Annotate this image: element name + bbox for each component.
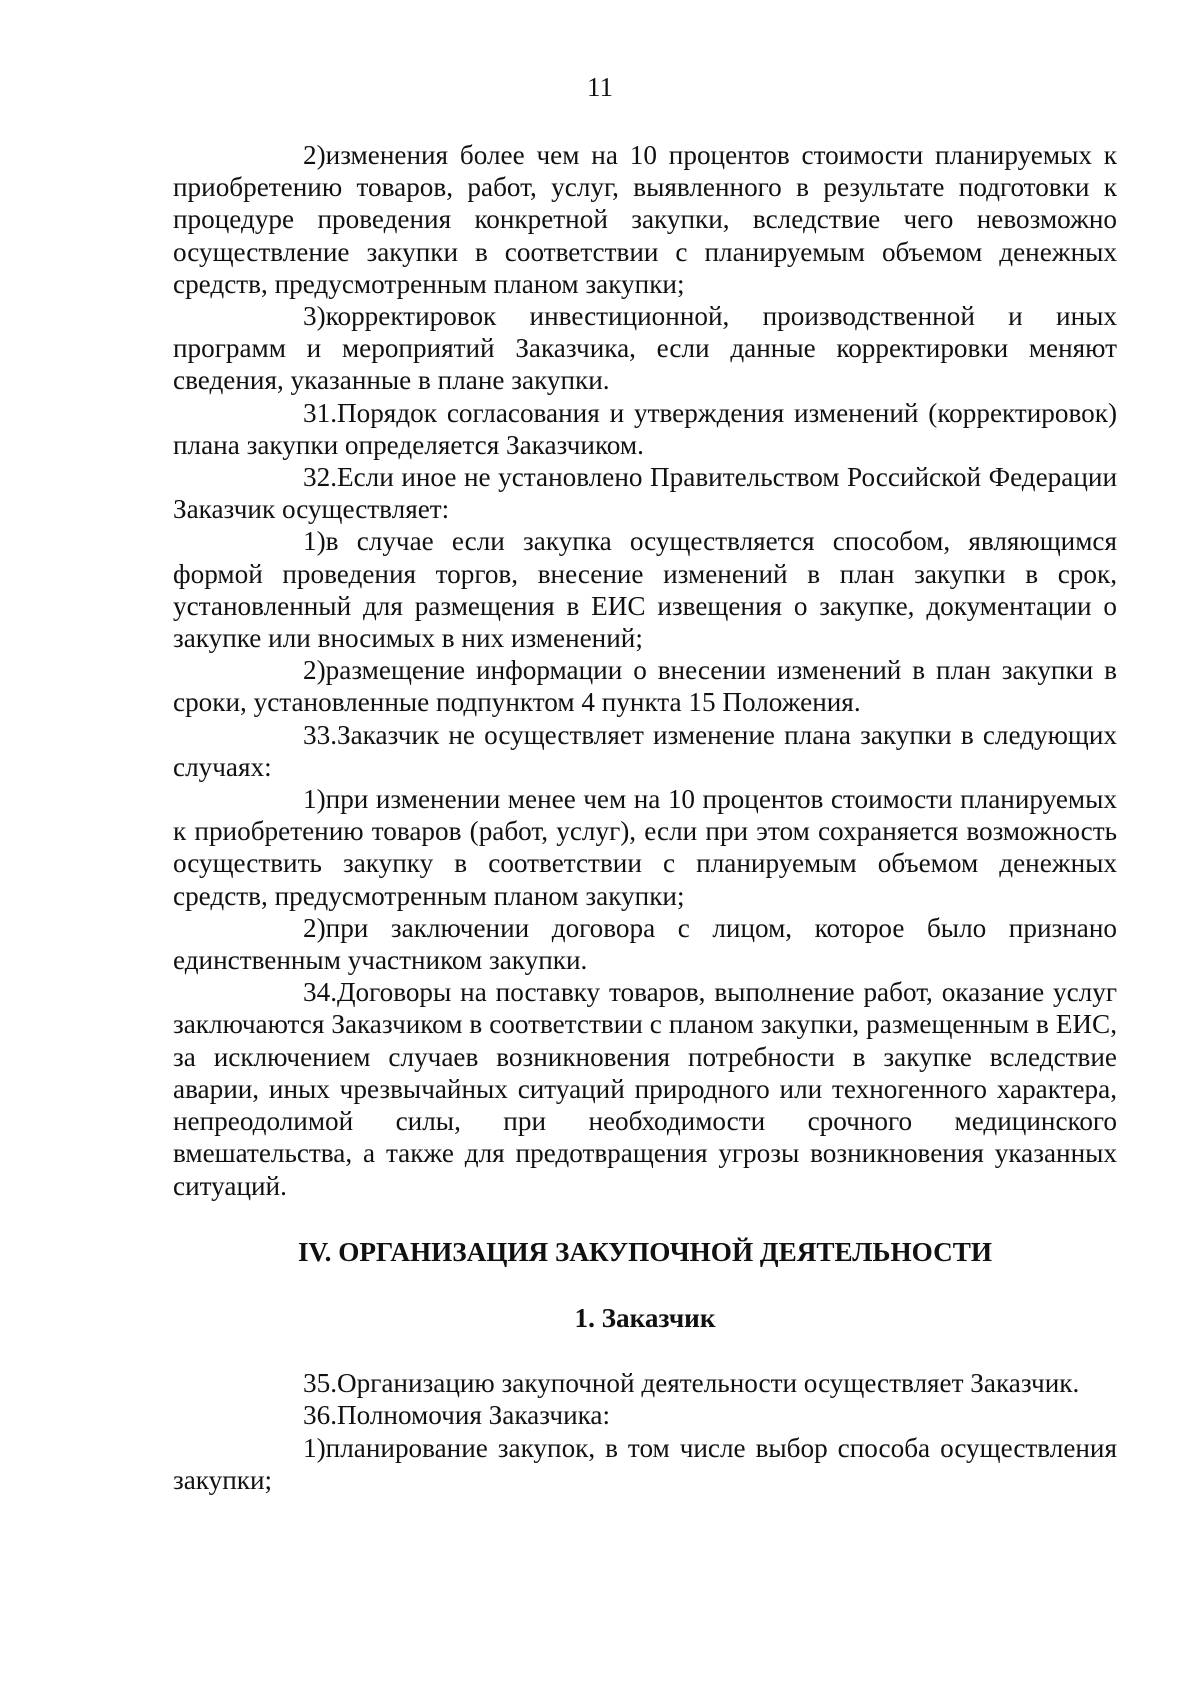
section-heading: IV. ОРГАНИЗАЦИЯ ЗАКУПОЧНОЙ ДЕЯТЕЛЬНОСТИ [297,1236,993,1267]
clause-text: Полномочия Заказчика: [336,1400,611,1431]
clause-number: 35. [303,1368,337,1399]
clause-text: Заказчик не осуществляет изменение плана закупки в следующих случаях: [173,719,1117,782]
clause-paragraph [173,300,1117,397]
clause-paragraph [173,1367,1117,1399]
clause-paragraph [173,139,1117,300]
clause-text: планирование закупок, в том числе выбор способа осуществления закупки; [173,1432,1117,1495]
subsection-heading: 1. Заказчик [574,1302,716,1333]
clause-paragraph [173,976,1117,1201]
clause-text: изменения более чем на 10 процентов стоимости планируемых к приобретению товаров, работ, услуг, выявленного в результате подготовки к процедуре проведения конкретной закупки, вследствие чего невозможно осуществление закупки в соответствии с планируемым объемом денежных средств, предусмотренным планом закупки; [173,140,1117,299]
clause-text: Если иное не установлено Правительством Российской Федерации Заказчик осуществляет: [173,462,1117,525]
clause-number: 1) [303,1432,326,1463]
clause-number: 32. [303,462,337,493]
clauses-top [173,139,1117,1202]
clause-paragraph [173,783,1117,912]
clause-paragraph [173,397,1117,461]
clause-number: 33. [303,719,337,750]
clause-text: размещение информации о внесении изменений в план закупки в сроки, установленные подпунктом 4 пункта 15 Положения. [173,655,1117,718]
clause-paragraph [173,912,1117,976]
clause-text: при изменении менее чем на 10 процентов стоимости планируемых к приобретению товаров (работ, услуг), если при этом сохраняется возможность осуществить закупку в соответствии с планируемым объемом денежных средств, предусмотренным планом закупки; [173,784,1117,911]
clause-number: 31. [303,397,337,428]
clause-text: при заключении договора с лицом, которое было признано единственным участником закупки. [173,912,1117,976]
clause-paragraph [173,461,1117,525]
clause-paragraph [173,1399,1117,1431]
page-number: 11 [587,72,613,102]
clauses-bottom [173,1367,1117,1496]
clause-paragraph [173,654,1117,718]
document-body [173,139,1117,1496]
clause-text: корректировок инвестиционной, производственной и иных программ и мероприятий Заказчика, если данные корректировки меняют сведения, указанные в плане закупки. [173,301,1117,396]
clause-paragraph [173,719,1117,783]
clause-number: 1) [303,784,326,815]
clause-paragraph [173,525,1117,654]
clause-number: 2) [303,655,326,686]
clause-number: 3) [303,301,326,332]
clause-text: в случае если закупка осуществляется способом, являющимся формой проведения торгов, внесение изменений в план закупки в срок, установленный для размещения в ЕИС извещения о закупке, документации о закупке или вносимых в них изменений; [173,526,1117,654]
clause-number: 36. [303,1400,337,1431]
clause-paragraph [173,1432,1117,1496]
clause-number: 34. [303,977,337,1008]
clause-text: Организацию закупочной деятельности осуществляет Заказчик. [336,1368,1080,1399]
clause-text: Договоры на поставку товаров, выполнение работ, оказание услуг заключаются Заказчиком в соответствии с планом закупки, размещенным в ЕИС, за исключением случаев возникновения потребности в закупке вследствие аварии, иных чрезвычайных ситуаций природного или техногенного характера, непреодолимой силы, при необходимости срочного медицинского вмешательства, а также для предотвращения угрозы возникновения указанных ситуаций. [173,977,1117,1201]
clause-number: 2) [303,912,326,943]
clause-number: 2) [303,140,326,170]
clause-number: 1) [303,526,326,557]
clause-text: Порядок согласования и утверждения изменений (корректировок) плана закупки определяется Заказчиком. [173,397,1117,460]
